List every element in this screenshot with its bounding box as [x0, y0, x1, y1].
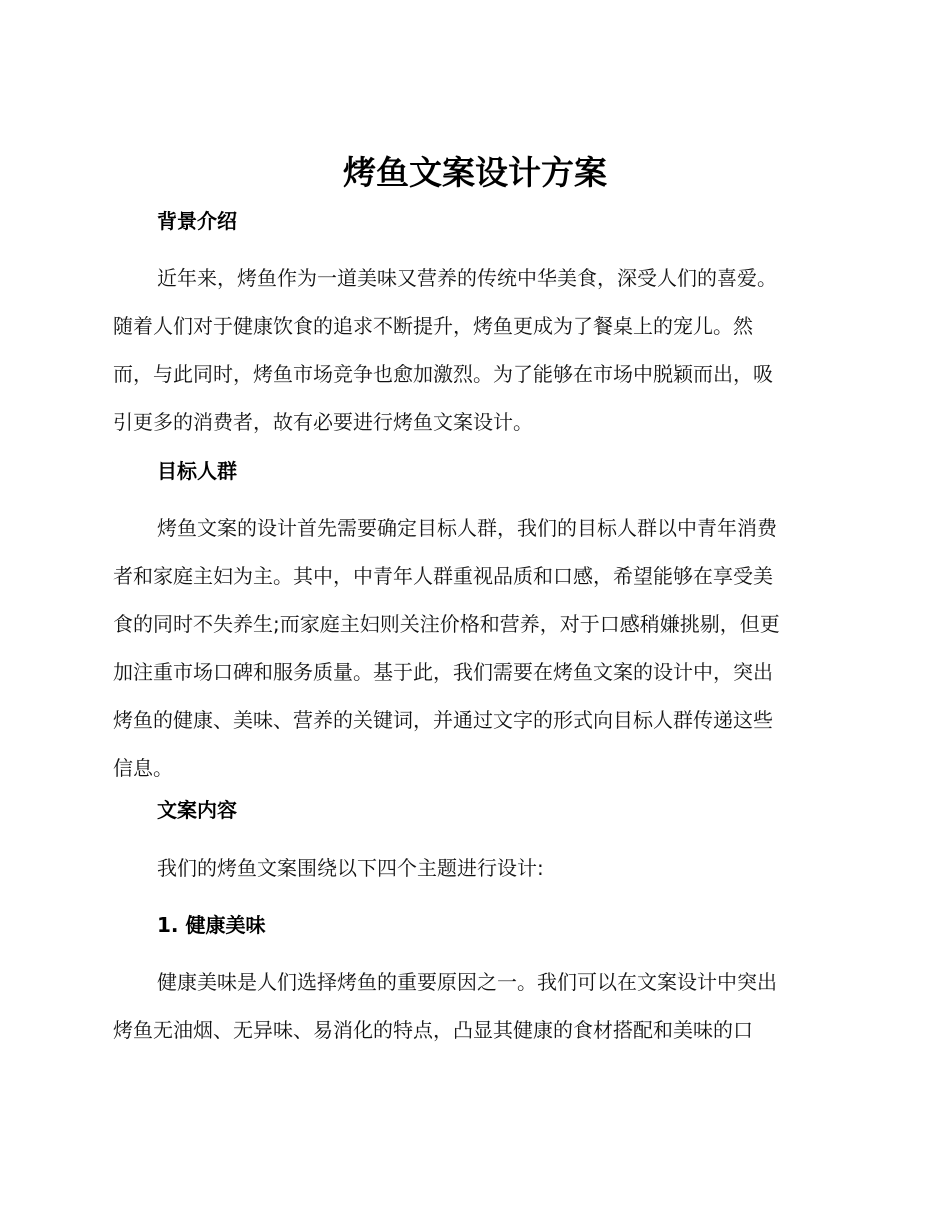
paragraph-line: 加注重市场口碑和服务质量。基于此，我们需要在烤鱼文案的设计中，突出: [113, 660, 773, 684]
section-heading-copy-content: 文案内容: [157, 798, 237, 822]
paragraph-line: 者和家庭主妇为主。其中，中青年人群重视品质和口感，希望能够在享受美: [113, 564, 773, 588]
paragraph-line: 引更多的消费者，故有必要进行烤鱼文案设计。: [113, 410, 533, 434]
section-paragraph-background: [113, 254, 835, 446]
paragraph-line: 随着人们对于健康饮食的追求不断提升，烤鱼更成为了餐桌上的宠儿。然: [113, 314, 753, 338]
paragraph-line: 近年来，烤鱼作为一道美味又营养的传统中华美食，深受人们的喜爱。: [157, 266, 777, 290]
section-paragraph-copy-content: [113, 844, 835, 892]
paragraph-line: 健康美味是人们选择烤鱼的重要原因之一。我们可以在文案设计中突出: [157, 970, 777, 994]
paragraph-line: 食的同时不失养生;而家庭主妇则关注价格和营养，对于口感稍嫌挑剔，但更: [113, 612, 780, 636]
paragraph-line: 烤鱼的健康、美味、营养的关键词，并通过文字的形式向目标人群传递这些: [113, 708, 773, 732]
section-heading-healthy-tasty: 1. 健康美味: [157, 913, 266, 937]
section-paragraph-healthy-tasty: [113, 958, 835, 1054]
section-heading-background: 背景介绍: [157, 209, 237, 233]
paragraph-line: 而，与此同时，烤鱼市场竞争也愈加激烈。为了能够在市场中脱颖而出，吸: [113, 362, 773, 386]
paragraph-line: 烤鱼文案的设计首先需要确定目标人群，我们的目标人群以中青年消费: [157, 516, 777, 540]
section-paragraph-target-audience: [113, 504, 835, 792]
document-title: 烤鱼文案设计方案: [343, 153, 607, 192]
paragraph-line: 我们的烤鱼文案围绕以下四个主题进行设计:: [157, 856, 544, 880]
paragraph-line: 信息。: [113, 756, 173, 780]
section-heading-target-audience: 目标人群: [157, 459, 237, 483]
paragraph-line: 烤鱼无油烟、无异味、易消化的特点，凸显其健康的食材搭配和美味的口: [113, 1018, 753, 1042]
